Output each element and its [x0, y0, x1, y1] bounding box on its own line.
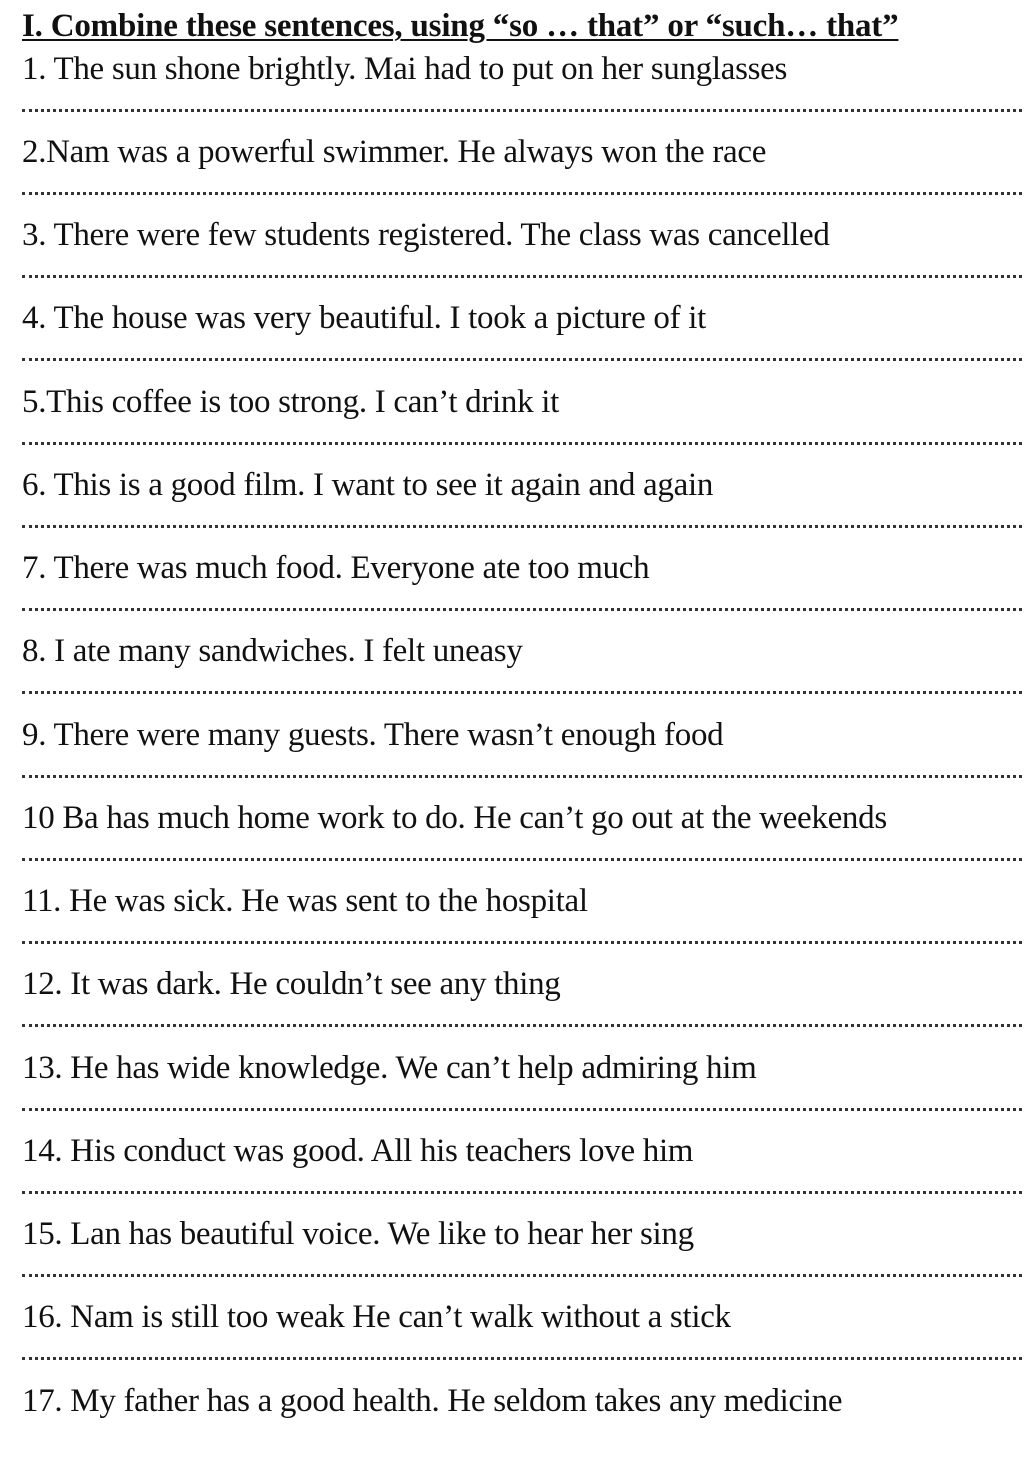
- item-text: 1. The sun shone brightly. Mai had to put on her sunglasses: [22, 51, 788, 87]
- answer-line[interactable]: [22, 109, 1022, 112]
- exercise-item: [22, 1295, 1022, 1378]
- exercise-item: [22, 130, 1022, 213]
- answer-line[interactable]: [22, 1357, 1022, 1360]
- exercise-item: [22, 463, 1022, 546]
- item-text: 7. There was much food. Everyone ate too much: [22, 550, 650, 586]
- item-text: 4. The house was very beautiful. I took a picture of it: [22, 300, 706, 336]
- item-text: 5.This coffee is too strong. I can’t drink it: [22, 384, 560, 420]
- item-text: 15. Lan has beautiful voice. We like to hear her sing: [22, 1216, 694, 1252]
- exercise-item: [22, 879, 1022, 962]
- exercise-item: [22, 1046, 1022, 1129]
- item-text: 11. He was sick. He was sent to the hospital: [22, 883, 588, 919]
- item-text: 12. It was dark. He couldn’t see any thing: [22, 966, 561, 1002]
- answer-line[interactable]: [22, 941, 1022, 944]
- answer-line[interactable]: [22, 275, 1022, 278]
- answer-line[interactable]: [22, 1024, 1022, 1027]
- answer-line[interactable]: [22, 1108, 1022, 1111]
- answer-line[interactable]: [22, 192, 1022, 195]
- exercise-item: [22, 546, 1022, 629]
- item-text: 6. This is a good film. I want to see it again and again: [22, 467, 714, 503]
- item-text: 2.Nam was a powerful swimmer. He always won the race: [22, 134, 767, 170]
- item-text: 10 Ba has much home work to do. He can’t go out at the weekends: [22, 800, 887, 836]
- exercise-item: [22, 1379, 1022, 1462]
- answer-line[interactable]: [22, 525, 1022, 528]
- item-text: 3. There were few students registered. The class was cancelled: [22, 217, 830, 253]
- answer-line[interactable]: [22, 691, 1022, 694]
- exercise-item: [22, 213, 1022, 296]
- answer-line[interactable]: [22, 1274, 1022, 1277]
- exercise-item: [22, 296, 1022, 379]
- exercise-item: [22, 1212, 1022, 1295]
- answer-line[interactable]: [22, 608, 1022, 611]
- exercise-item: [22, 962, 1022, 1045]
- item-text: 8. I ate many sandwiches. I felt uneasy: [22, 633, 523, 669]
- item-text: 14. His conduct was good. All his teachers love him: [22, 1133, 694, 1169]
- item-text: 13. He has wide knowledge. We can’t help admiring him: [22, 1050, 757, 1086]
- exercise-item: [22, 380, 1022, 463]
- exercise-heading: I. Combine these sentences, using “so … that” or “such… that”: [22, 8, 899, 44]
- exercise-item: [22, 1129, 1022, 1212]
- answer-line[interactable]: [22, 358, 1022, 361]
- exercise-item: [22, 629, 1022, 712]
- answer-line[interactable]: [22, 775, 1022, 778]
- exercise-item: [22, 796, 1022, 879]
- item-text: 9. There were many guests. There wasn’t enough food: [22, 717, 724, 753]
- item-text: 17. My father has a good health. He seldom takes any medicine: [22, 1383, 843, 1419]
- answer-line[interactable]: [22, 1191, 1022, 1194]
- exercise-item: [22, 47, 1022, 130]
- answer-line[interactable]: [22, 442, 1022, 445]
- exercise-item: [22, 713, 1022, 796]
- answer-line[interactable]: [22, 858, 1022, 861]
- item-text: 16. Nam is still too weak He can’t walk without a stick: [22, 1299, 731, 1335]
